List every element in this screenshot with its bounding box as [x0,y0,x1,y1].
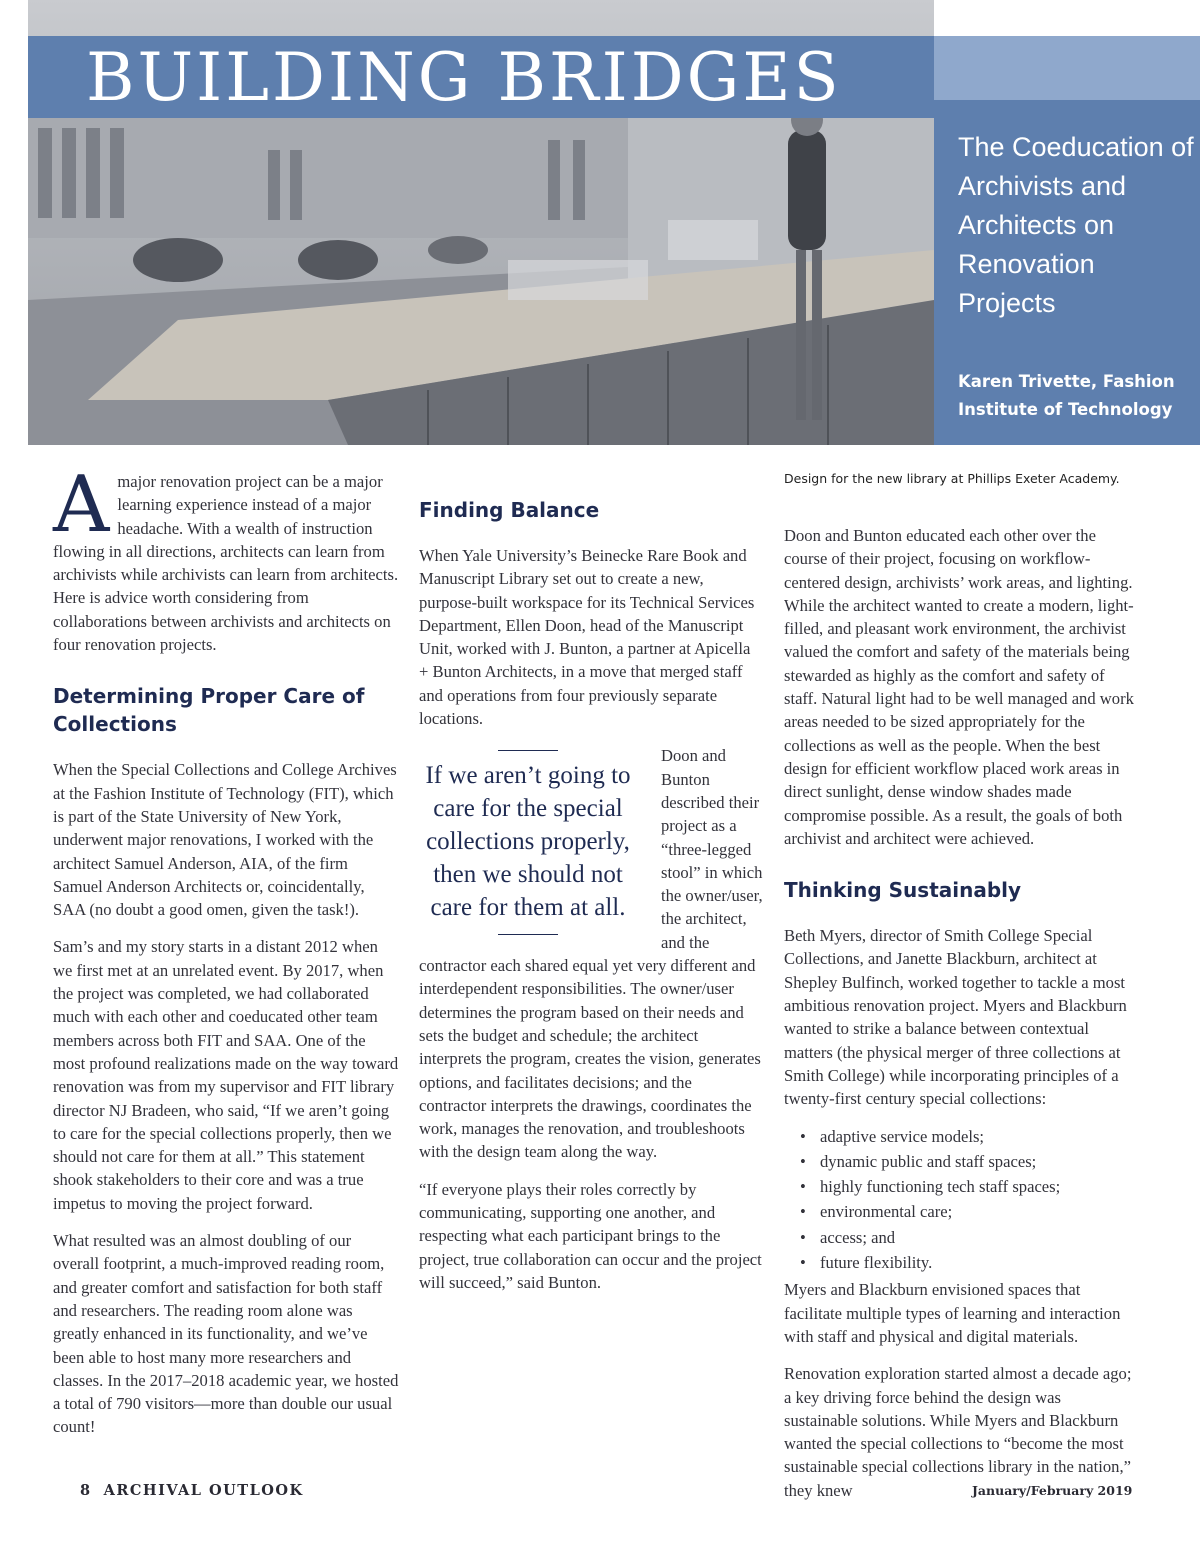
article-title: BUILDING BRIDGES [86,39,842,116]
pull-quote-text: If we aren’t going to care for the special collections properly, then we should not care for them at all. [425,762,631,922]
intro-paragraph [53,460,400,656]
list-item: • highly functioning tech staff spaces; [798,1175,1134,1198]
body-paragraph: “If everyone plays their roles correctly by communicating, supporting one another, and respecting what each participant brings to the project, true collaboration can occur and the project will succeed,” said Bunton. [419,1179,762,1292]
pull-quote-rule-bottom [498,934,558,935]
body-paragraph: What resulted was an almost doubling of our overall footprint, a much-improved reading room, and greater comfort and satisfaction for both staff and researchers. The reading room alone was greatly enhanced in its functionality, and we’ve been able to host many more researchers and classes. In the 2017–2018 academic year, we hosted a total of 790 visitors—more than double our usual count! [53,1231,399,1437]
body-paragraph: Myers and Blackburn envisioned spaces that facilitate multiple types of learning and interaction with staff and physical and digital materials. [784,1280,1121,1346]
body-paragraph: When the Special Collections and College Archives at the Fashion Institute of Technology (FIT), which is part of the State University of New York, underwent major renovations, I worked with the architect Samuel Anderson, AIA, of the firm Samuel Anderson Architects or, coincidentally, SAA (no doubt a good omen, given the task!). [53,760,397,920]
body-paragraph: When Yale University’s Beinecke Rare Book and Manuscript Library set out to create a new, purpose-built workspace for its Technical Services Department, Ellen Doon, head of the Manuscript Unit, worked with J. Bunton, a partner at Apicella + Bunton Architects, in a move that merged staff and operations from four previously separate locations. [419,546,755,729]
pull-quote-rule-top [498,750,558,751]
column-3 [784,470,1134,1516]
body-paragraph: Beth Myers, director of Smith College Special Collections, and Janette Blackburn, architect at Shepley Bulfinch, worked together to tackle a most ambitious renovation project. Myers and Blackburn wanted to strike a balance between contextual matters (the physical merger of three collections at Smith College) while incorporating principles of a twenty-first century special collections: [784,926,1127,1109]
column-1 [53,460,400,1453]
subtitle-panel [934,100,1200,445]
title-band-accent [934,36,1200,100]
principles-list [798,1125,1134,1275]
list-item: • adaptive service models; [798,1125,1134,1148]
list-item: • environmental care; [798,1200,1134,1223]
body-paragraph: Renovation exploration started almost a decade ago; a key driving force behind the design was sustainable solutions. While Myers and Blackburn wanted the special collections to “become the most sustainable special collections library in the nation,” they knew [784,1364,1132,1500]
drop-cap: A [53,460,110,550]
title-band-right [934,0,1200,36]
section-heading-finding-balance: Finding Balance [419,498,600,522]
article-subtitle: The Coeducation of Archivists and Architects on Renovation Projects [958,132,1194,318]
footer-publication [80,1482,304,1499]
column-2 [419,470,763,1308]
body-paragraph: Sam’s and my story starts in a distant 2012 when we first met at an unrelated event. By 2017, when the project was completed, we had collaborated much with each other and coeducated other team members across both FIT and SAA. One of the most profound realizations made on the way toward renovation was from my supervisor and FIT library director NJ Bradeen, who said, “If we aren’t going to care for the special collections properly, then we should not care for them at all.” This statement shook stakeholders to their core and was a true impetus to moving the project forward. [53,937,399,1213]
body-paragraph: Doon and Bunton educated each other over the course of their project, focusing on workflow-centered design, archivists’ work areas, and lighting. While the architect wanted to create a modern, light-filled, and pleasant work environment, the archivist valued the comfort and safety of the materials being stewarded as highly as the comfort and safety of staff. Natural light had to be well managed and work areas needed to be sized appropriately for the collections as well as the people. When the best design for efficient workflow placed work areas in direct sunlight, dense window shades made compromise possible. As a result, the goals of both archivist and architect were achieved. [784,526,1134,848]
publication-name: ARCHIVAL OUTLOOK [103,1482,304,1499]
issue-date: January/February 2019 [972,1483,1133,1498]
page-number: 8 [80,1482,92,1499]
list-item: • access; and [798,1226,1134,1249]
intro-text: major renovation project can be a major learning experience instead of a major headache. With a wealth of instruction flowing in all directions, architects can learn from archivists while archivists can learn from architects. Here is advice worth considering from collaborations between archivists and architects on four renovation projects. [53,472,399,655]
author-byline: Karen Trivette, Fashion Institute of Technology [958,372,1175,419]
list-item: • dynamic public and staff spaces; [798,1150,1134,1173]
body-paragraph: Doon and Bunton described their project as a “three-legged stool” in which the owner/user, the architect, and the contractor each shared equal yet very different and interdependent responsibilities. The owner/user determines the program based on their needs and sets the budget and schedule; the architect interprets the program, creates the vision, generates options, and facilitates decisions; and the contractor interprets the drawings, coordinates the work, manages the renovation, and troubleshoots with the design team along the way. [419,746,763,1162]
image-caption: Design for the new library at Phillips Exeter Academy. [784,471,1120,486]
pull-quote [413,750,643,935]
section-heading-proper-care: Determining Proper Care of Collections [53,684,365,737]
list-item: • future flexibility. [798,1251,1134,1274]
section-heading-thinking-sustainably: Thinking Sustainably [784,878,1022,903]
